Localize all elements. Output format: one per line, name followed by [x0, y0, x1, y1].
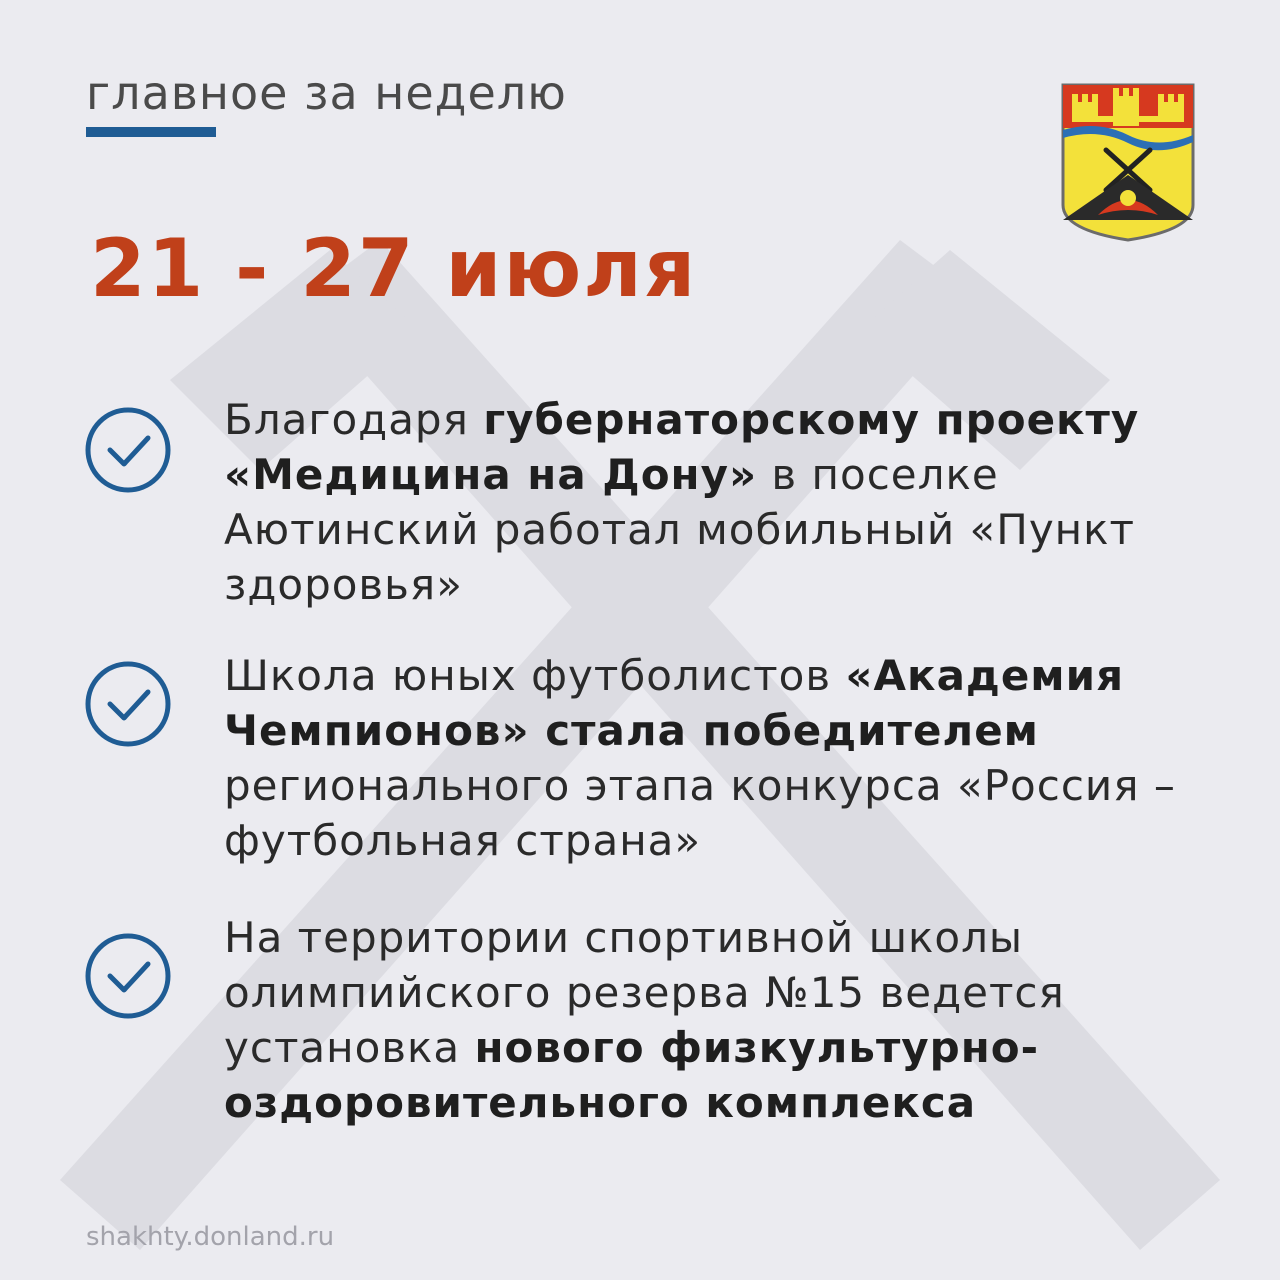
- check-circle-icon: [82, 404, 174, 496]
- news-item-text: [224, 392, 1234, 612]
- news-text-bold: губернаторскому проекту «Медицина на Дону»: [224, 395, 1140, 499]
- news-text-plain: Школа юных футболистов: [224, 651, 846, 700]
- kicker-title: главное за неделю: [86, 66, 567, 120]
- kicker-underline: [86, 127, 216, 137]
- news-text-bold: «Академия Чемпионов» стала победителем: [224, 651, 1125, 755]
- news-text-bold: нового физкультурно-оздоровительного комплекса: [224, 1023, 1040, 1127]
- date-range-heading: 21 - 27 июля: [90, 222, 698, 315]
- news-item-text: [224, 648, 1234, 868]
- news-text-plain: Благодаря: [224, 395, 484, 444]
- check-circle-icon: [82, 658, 174, 750]
- news-item-text: [224, 910, 1234, 1130]
- news-text-plain: На территории спортивной школы олимпийского резерва №15 ведется установка: [224, 913, 1065, 1072]
- footer-url[interactable]: shakhty.donland.ru: [86, 1222, 335, 1252]
- news-text-plain: регионального этапа конкурса «Россия – футбольная страна»: [224, 761, 1176, 865]
- coat-of-arms-logo: [1058, 80, 1198, 245]
- check-circle-icon: [82, 930, 174, 1022]
- news-text-plain: в поселке Аютинский работал мобильный «Пункт здоровья»: [224, 450, 1135, 609]
